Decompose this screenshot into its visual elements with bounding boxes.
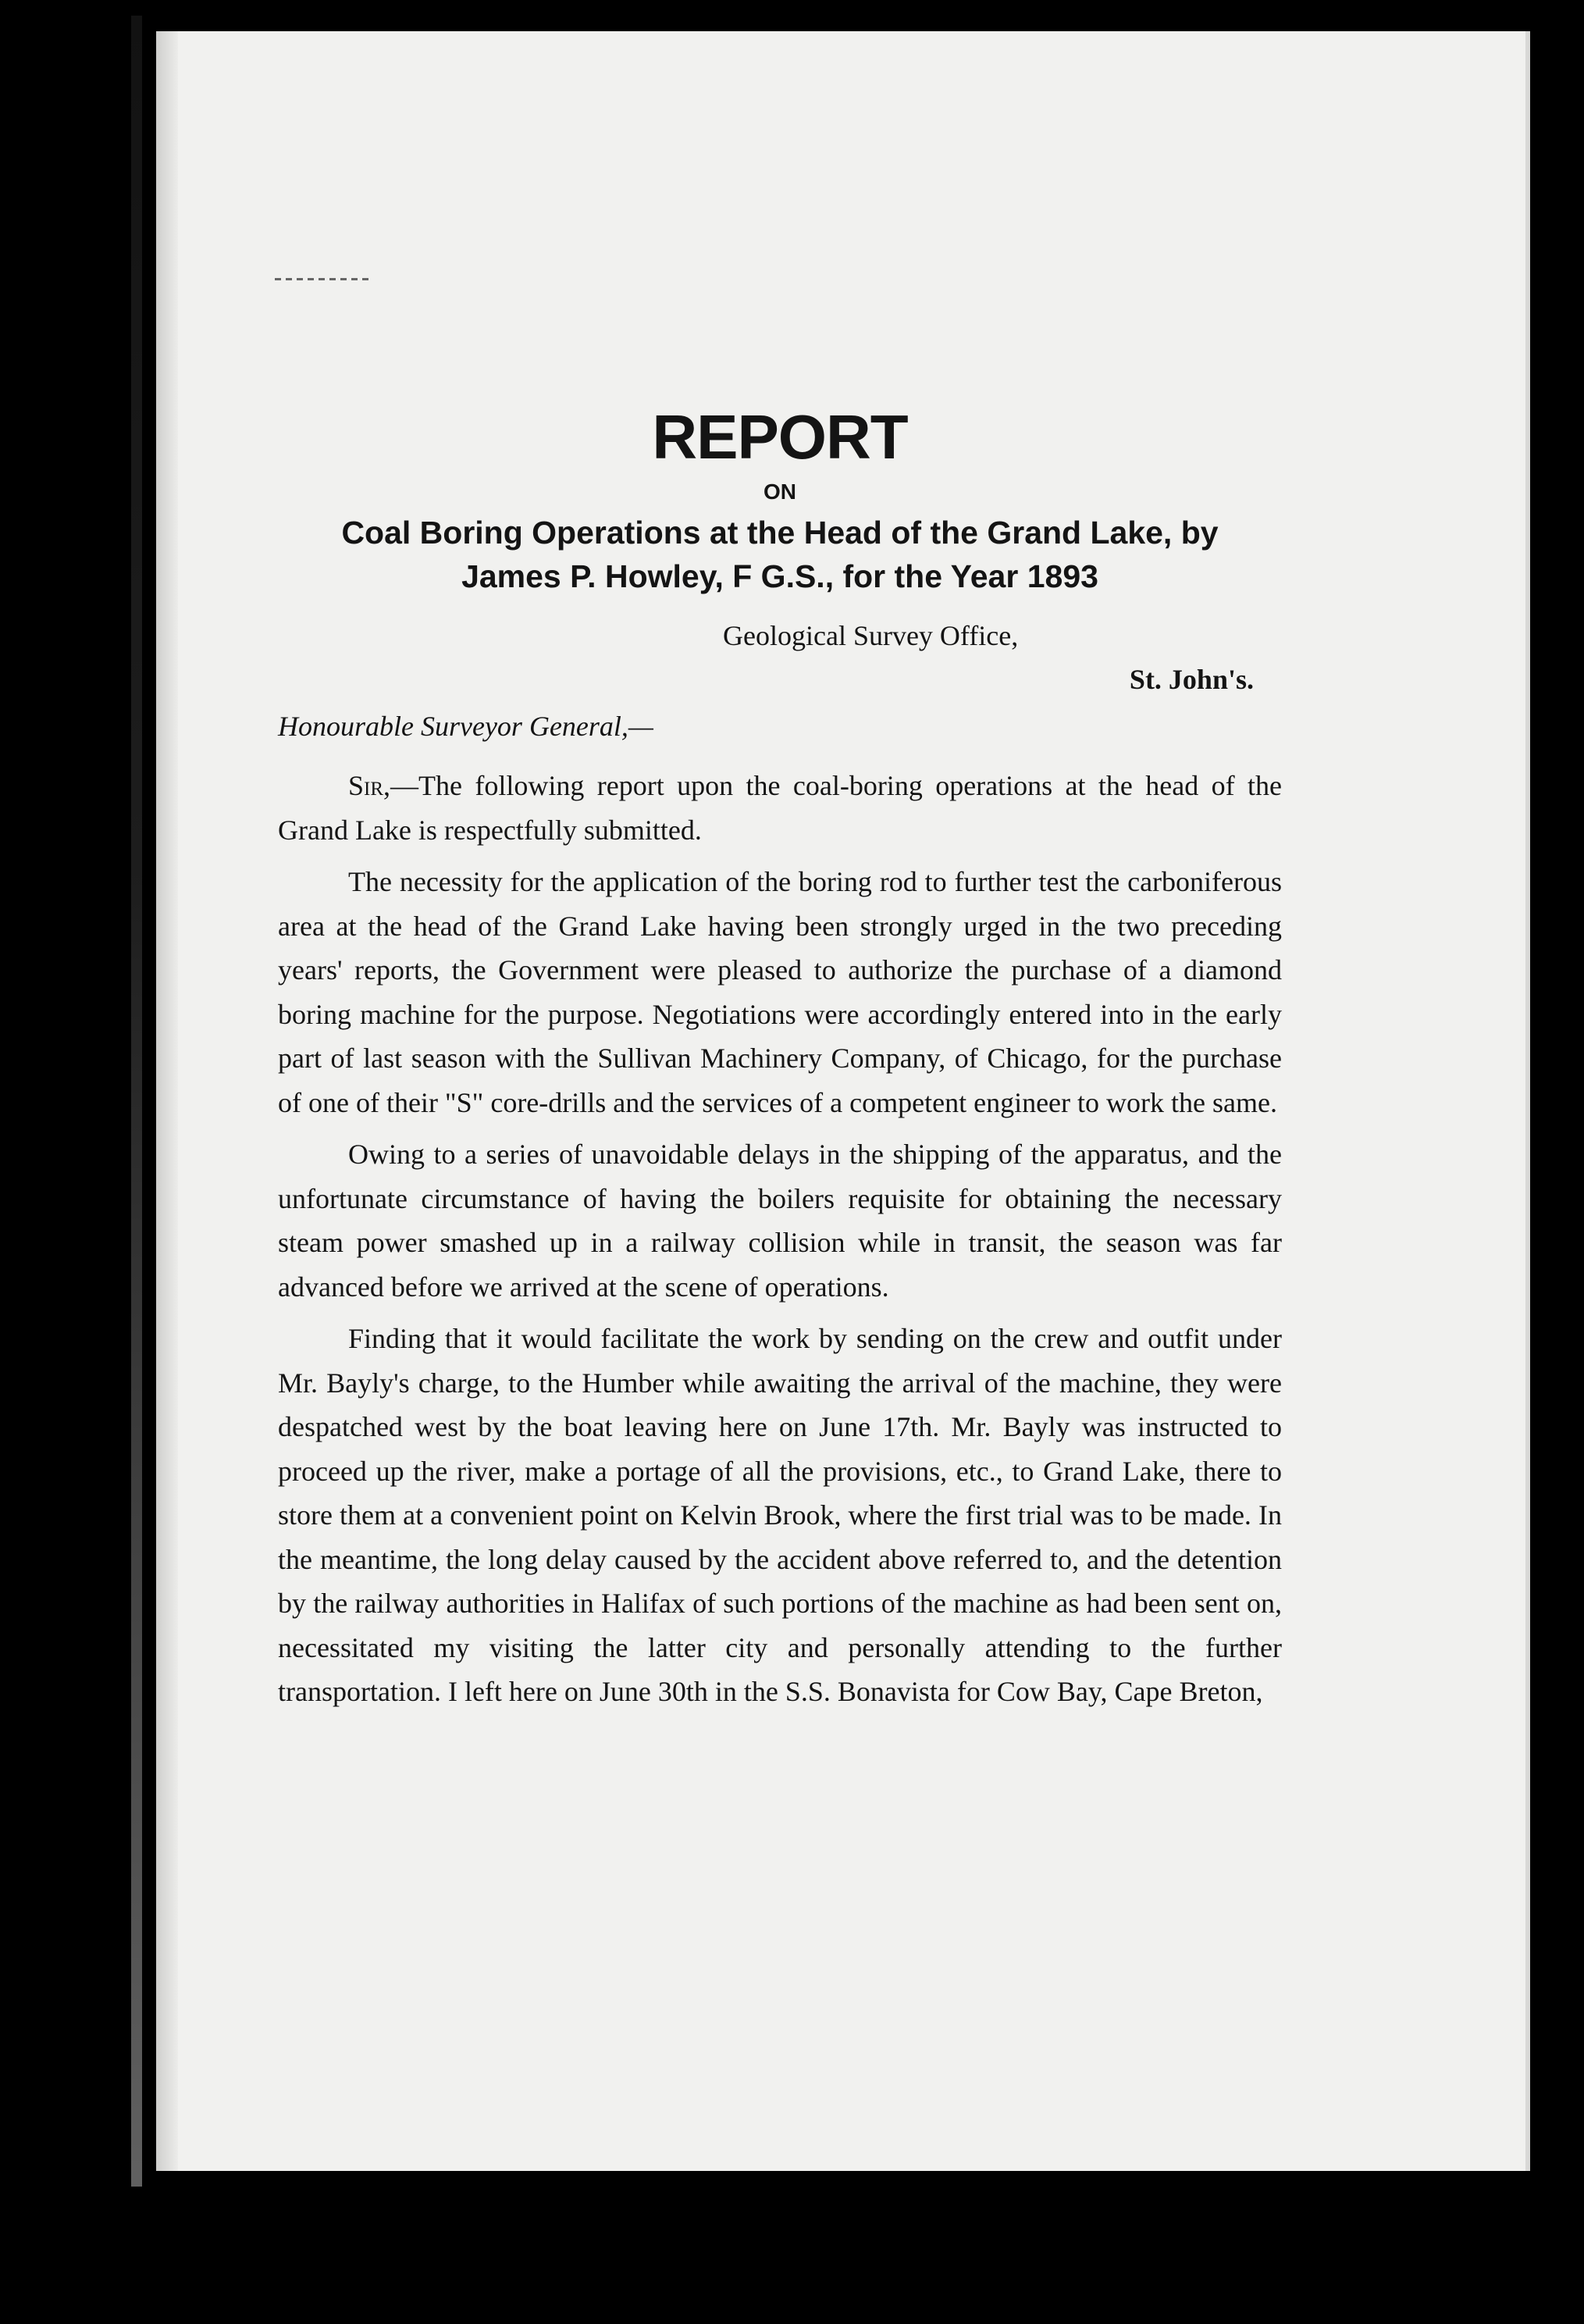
paragraph-4: Finding that it would facilitate the work by sending on the crew and outfit under Mr. Bayly's charge, to the Humber while awaiting the arrival of the machine, they were despatched west by the boat leaving here on June 17th. Mr. Bayly was instructed to proceed up the river, make a portage of all the provisions, etc., to Grand Lake, there to store them at a convenient point on Kelvin Brook, where the first trial was to be made. In the meantime, the long delay caused by the accident above referred to, and the detention by the railway authorities in Halifax of such portions of the machine as had been sent on, necessitated my visiting the latter city and personally attending to the further transportation. I left here on June 30th in the S.S. Bonavista for Cow Bay, Cape Breton, <box>278 1323 1282 1707</box>
office-address <box>278 614 1282 701</box>
paragraph-2: The necessity for the application of the boring rod to further test the carboniferous area at the head of the Grand Lake having been strongly urged in the two preceding years' reports, the Government were pleased to authorize the purchase of a diamond boring machine for the purpose. Negotiations were accordingly entered into in the early part of last season with the Sullivan Machinery Company, of Chicago, for the purchase of one of their "S" core-drills and the services of a competent engineer to work the same. <box>278 866 1282 1118</box>
salutation: Honourable Surveyor General,— <box>278 711 653 742</box>
report-subtitle-line-2: James P. Howley, F G.S., for the Year 1893 <box>461 558 1098 594</box>
paragraph-1 <box>278 764 1282 852</box>
office-name: Geological Survey Office, <box>723 620 1019 651</box>
paragraph-3: Owing to a series of unavoidable delays in the shipping of the apparatus, and the unfortunate circumstance of having the boilers requisite for obtaining the necessary steam power smashed up in a railway collision while in transit, the season was far advanced before we arrived at the scene of operations. <box>278 1139 1282 1303</box>
office-city: St. John's. <box>1129 664 1254 695</box>
report-on-label: ON <box>764 479 796 504</box>
sir-word: Sir, <box>348 770 391 801</box>
report-subtitle-line-1: Coal Boring Operations at the Head of the Grand Lake, by <box>341 515 1219 551</box>
report-text <box>278 402 1282 1714</box>
page-binding-edge <box>156 31 178 2171</box>
ink-dash-mark <box>275 278 373 280</box>
binding-shadow <box>131 16 142 2187</box>
paragraph-1-text: —The following report upon the coal-boring operations at the head of the Grand Lake is respectfully submitted. <box>278 770 1282 846</box>
report-title: REPORT <box>652 402 908 472</box>
